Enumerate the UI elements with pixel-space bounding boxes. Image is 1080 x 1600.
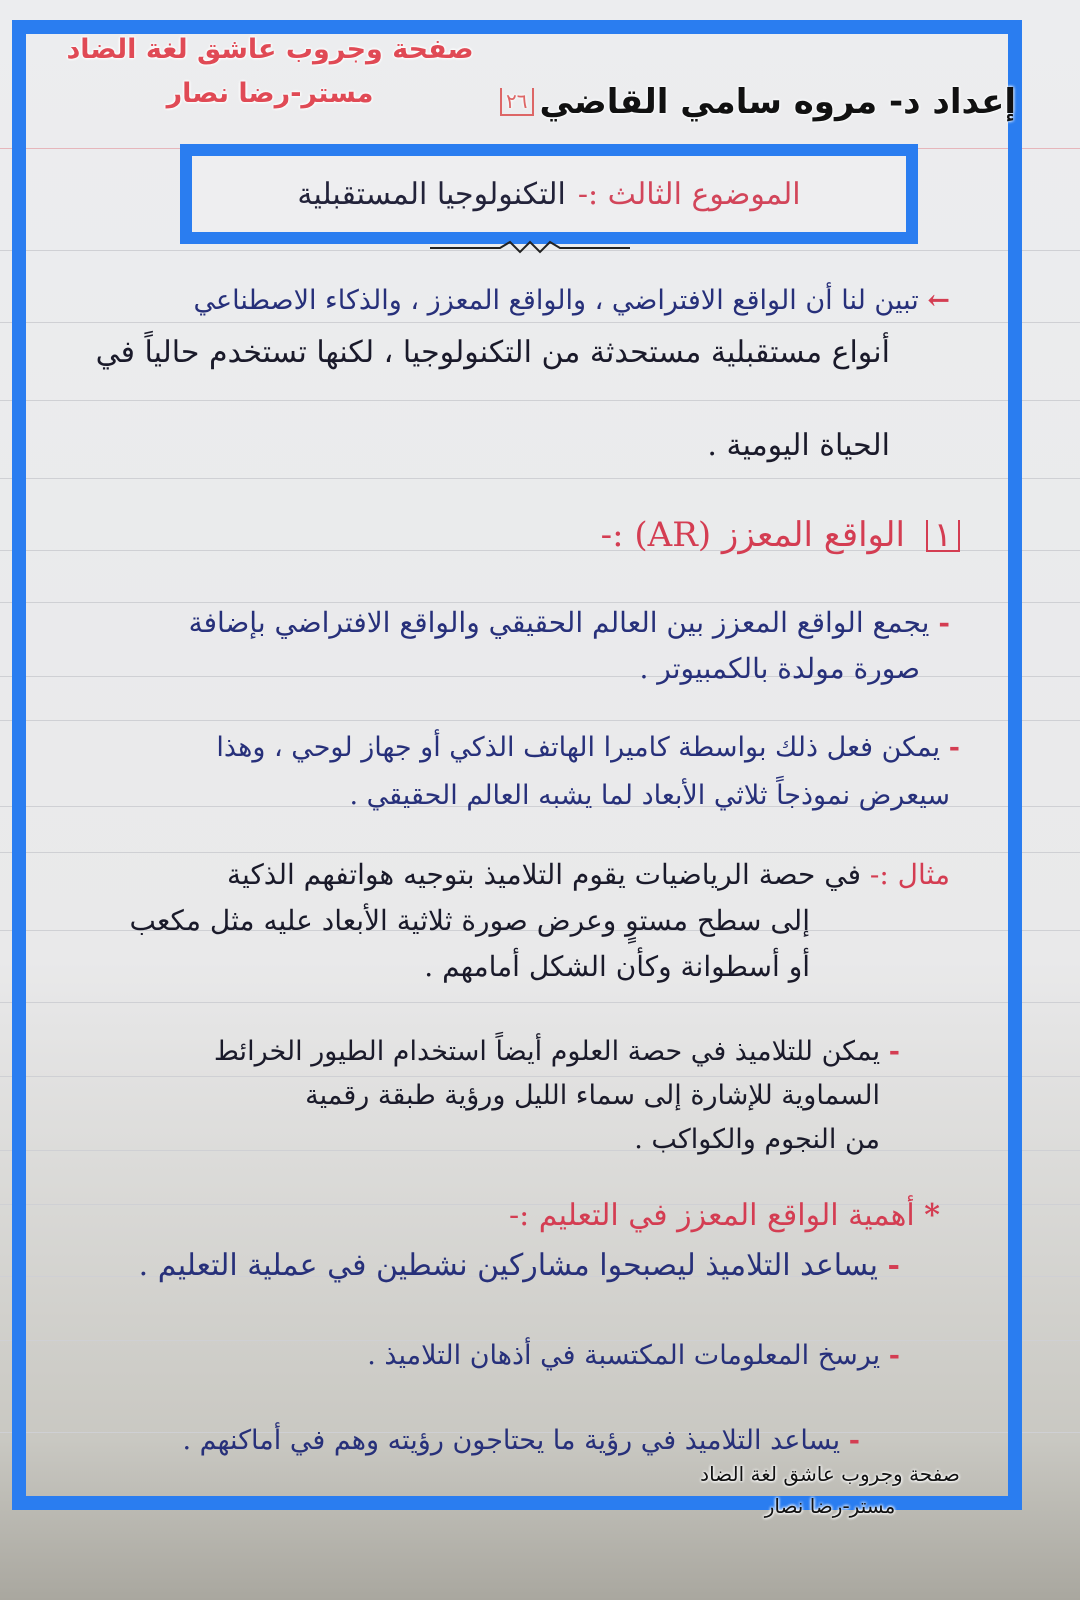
dash-bullet: - [888, 1036, 900, 1067]
intro-line-1: ← تبين لنا أن الواقع الافتراضي ، والواقع المعزز ، والذكاء الاصطناعي [193, 285, 950, 316]
dash-bullet: - [887, 1248, 900, 1283]
importance-point-2: - يرسخ المعلومات المكتسبة في أذهان التلاميذ . [367, 1340, 900, 1371]
author-header [500, 82, 1016, 122]
example-label: مثال :- [869, 858, 950, 891]
importance-heading: * أهمية الواقع المعزز في التعليم :- [508, 1198, 940, 1233]
watermark-top-line2: مستر-رضا نصار [166, 78, 374, 109]
section-ar-heading [601, 515, 960, 555]
watermark-top [60, 28, 480, 116]
dash-bullet: - [848, 1425, 860, 1456]
ar-point-1: - يجمع الواقع المعزز بين العالم الحقيقي والواقع الافتراضي بإضافة صورة مولدة بالكمبيوتر . [188, 606, 950, 685]
dash-bullet: - [938, 606, 950, 639]
dash-bullet: - [948, 732, 960, 763]
squiggle-underline-icon [430, 238, 630, 258]
science-point: - يمكن للتلاميذ في حصة العلوم أيضاً استخدام الطيور الخرائط السماوية للإشارة إلى سماء الليل ورؤية طبقة رقمية من النجوم والكواكب . [213, 1036, 900, 1155]
ar-point-2: - يمكن فعل ذلك بواسطة كاميرا الهاتف الذكي أو جهاز لوحي ، وهذا سيعرض نموذجاً ثلاثي الأبعاد لما يشبه العالم الحقيقي . [216, 732, 960, 811]
topic-title-box [180, 144, 918, 244]
topic-title: التكنولوجيا المستقبلية [297, 176, 566, 212]
intro-line-3: الحياة اليومية . [707, 428, 890, 463]
importance-point-1: - يساعد التلاميذ ليصبحوا مشاركين نشطين في عملية التعليم . [138, 1248, 900, 1283]
section-number: ١ [926, 520, 960, 552]
watermark-top-line1: صفحة وجروب عاشق لغة الضاد [66, 34, 474, 65]
watermark-bottom-line2: مستر-رضا نصار [764, 1494, 896, 1518]
topic-label: الموضوع الثالث :- [577, 176, 801, 212]
importance-point-3: - يساعد التلاميذ في رؤية ما يحتاجون رؤيته وهم في أماكنهم . [182, 1425, 860, 1456]
watermark-bottom-line1: صفحة وجروب عاشق لغة الضاد [700, 1462, 960, 1486]
watermark-bottom [680, 1458, 980, 1522]
page-number: ٢٦ [500, 88, 533, 116]
intro-line-2: أنواع مستقبلية مستحدثة من التكنولوجيا ، لكنها تستخدم حالياً في [95, 335, 890, 370]
section-heading-text: الواقع المعزز (AR) :- [600, 515, 905, 555]
dash-bullet: - [888, 1340, 900, 1371]
star-icon: * [924, 1198, 940, 1233]
example-paragraph: مثال :- في حصة الرياضيات يقوم التلاميذ بتوجيه هواتفهم الذكية إلى سطح مستوٍ وعرض صورة ثلاثية الأبعاد عليه مثل مكعب أو أسطوانة وكأن الشكل أمامهم . [129, 858, 950, 983]
arrow-icon: ← [927, 285, 950, 316]
author-name: إعداد د- مروه سامي القاضي [539, 82, 1016, 122]
intro-paragraph [30, 262, 950, 340]
